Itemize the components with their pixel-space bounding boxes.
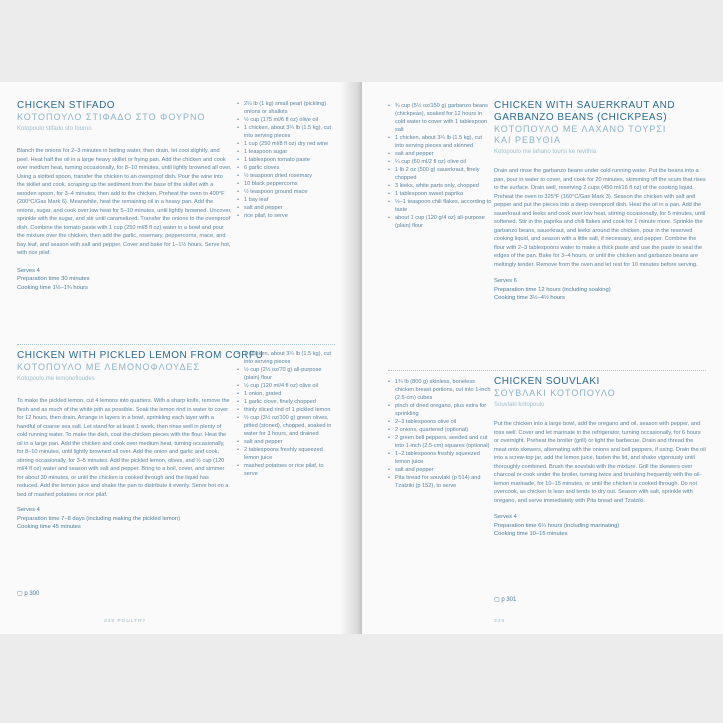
recipe-cook-time: Cooking time 45 minutes: [17, 524, 81, 530]
recipe-cook-time: Cooking time 10–15 minutes: [494, 531, 568, 537]
left-page: [0, 82, 358, 634]
ingredient-item: • 1 cup (250 ml/8 fl oz) dry red wine: [237, 140, 333, 148]
recipe-prep-time: Preparation time 30 minutes: [17, 276, 90, 282]
ingredient-item: • 1 tablespoon sweet paprika: [388, 190, 492, 198]
recipe-serves: Serves 4: [17, 507, 40, 513]
recipe-serves: Serves 4: [17, 267, 40, 274]
ingredient-item: • 3 leeks, white parts only, chopped: [388, 182, 492, 190]
ingredient-item: • ½ cup (175 ml/6 fl oz) olive oil: [237, 116, 333, 124]
recipe-prep-time: Preparation time 12 hours (including soaking): [494, 286, 611, 293]
page-footer: 338 POULTRY: [104, 619, 147, 624]
recipe-greek-title-line: ΚΑΙ ΡΕΒΥΘΙΑ: [494, 135, 562, 145]
ingredient-item: • 1 tablespoon tomato paste: [237, 156, 333, 164]
ingredient-item: • thinly sliced rind of 1 pickled lemon: [237, 406, 333, 414]
ingredient-item: • ½ teaspoon ground mace: [237, 188, 333, 196]
ingredient-item: • ¾ cup (5½ oz/150 g) garbanzo beans (chickpeas), soaked for 12 hours in cold water to cover with 1 tablespoon salt: [388, 102, 492, 134]
ingredient-item: • salt and pepper: [388, 466, 492, 474]
ingredient-item: • 1 chicken, about 3¼ lb (1.5 kg), cut into serving pieces and skinned: [388, 134, 492, 150]
ingredient-item: • ¼ cup (60 ml/2 fl oz) olive oil: [388, 158, 492, 166]
ingredient-item: • ½–1 teaspoon chili flakes, according to taste: [388, 198, 492, 214]
page-footer: 339: [494, 619, 506, 624]
page-reference: ▢ p 301: [494, 597, 517, 603]
ingredient-item: • 2 green bell peppers, seeded and cut into 1-inch (2.5-cm) squares (optional): [388, 434, 492, 450]
recipe-prep-time: Preparation time 6¼ hours (including marinating): [494, 522, 620, 529]
ingredient-item: • 1 chicken, about 3¼ lb (1.5 kg), cut into serving pieces: [237, 350, 333, 366]
ingredient-item: • 2¼ lb (1 kg) small pearl (pickling) onions or shallots: [237, 100, 333, 116]
recipe-chicken-souvlaki: [494, 376, 706, 539]
recipe-subtitle: Souvlaki kotopoulo: [494, 402, 545, 408]
ingredient-item: • 2 tablespoons freshly squeezed lemon juice: [237, 446, 333, 462]
ingredient-item: • 10 black peppercorns: [237, 180, 333, 188]
recipe-prep-time: Preparation time 7–8 days (including making the pickled lemon): [17, 515, 181, 522]
ingredient-item: • salt and pepper: [237, 438, 333, 446]
recipe-subtitle: Kotopoulo stifado sto fourno: [17, 126, 92, 132]
recipe-cook-time: Cooking time 3½–4½ hours: [494, 295, 565, 301]
recipe-chicken-stifado: [17, 100, 232, 292]
page-reference: ▢ p 300: [17, 591, 40, 597]
recipe-title: CHICKEN WITH PICKLED LEMON FROM CORFU: [17, 350, 264, 361]
ingredient-item: • ½ cup (120 ml/4 fl oz) olive oil: [237, 382, 333, 390]
ingredient-item: • 1 onion, grated: [237, 390, 333, 398]
ingredient-item: • mashed potatoes or rice pilaf, to serve: [237, 462, 333, 478]
ingredient-item: • about 1 cup (120 g/4 oz) all-purpose (plain) flour: [388, 214, 492, 230]
recipe-title: CHICKEN SOUVLAKI: [494, 376, 600, 387]
recipe-title-line: GARBANZO BEANS (CHICKPEAS): [494, 112, 668, 123]
recipe-serves: Serves 4: [494, 514, 517, 520]
recipe-greek-title: ΚΟΤΟΠΟΥΛΟ ΜΕ ΛΕΜΟΝΟΦΛΟΥΔΕΣ: [17, 362, 201, 372]
ingredient-item: • ½ cup (2½ oz/70 g) all-purpose (plain) flour: [237, 366, 333, 382]
recipe-divider: [17, 344, 335, 345]
ingredient-item: • ½ cup (3½ oz/100 g) green olives, pitted (stoned), chopped, soaked in water for 3 hours, and drained: [237, 414, 333, 438]
ingredient-list: [388, 378, 492, 490]
ingredient-item: • 1 lb 2 oz (500 g) sauerkraut, finely chopped: [388, 166, 492, 182]
ingredient-item: • 1 chicken, about 3¼ lb (1.5 kg), cut into serving pieces: [237, 124, 333, 140]
ingredient-item: • 1 teaspoon sugar: [237, 148, 333, 156]
ingredient-item: • rice pilaf, to serve: [237, 212, 333, 220]
ingredient-item: • 2 onions, quartered (optional): [388, 426, 492, 434]
ingredient-item: • 1¾ lb (800 g) skinless, boneless chicken breast portions, cut into 1-inch (2.5-cm) cubes: [388, 378, 492, 402]
ingredient-item: • 1–2 tablespoons freshly squeezed lemon juice: [388, 450, 492, 466]
recipe-serves: Serves 6: [494, 278, 517, 284]
ingredient-item: • salt and pepper: [388, 150, 492, 158]
recipe-greek-title: ΣΟΥΒΛΑΚΙ ΚΟΤΟΠΟΥΛΟ: [494, 388, 616, 398]
ingredient-list: [237, 350, 333, 478]
ingredient-item: • Pita bread for souvlaki (p 514) and Tzatziki (p 152), to serve: [388, 474, 492, 490]
ingredient-item: • 1 bay leaf: [237, 196, 333, 204]
recipe-subtitle: Kotopoulo me lahano toursi ke revithia: [494, 149, 597, 155]
ingredient-item: • 6 garlic cloves: [237, 164, 333, 172]
recipe-cook-time: Cooking time 1½–1¾ hours: [17, 284, 88, 291]
ingredient-item: • salt and pepper: [237, 204, 333, 212]
cross-reference-icon: ▢: [494, 597, 500, 603]
recipe-method: Blanch the onions for 2–3 minutes in boiling water, then drain, let cool slightly, and peel. Heat half the oil in a large heavy skillet or frying pan. Add the chicken and cook over medium heat, turning occasionally, for 8–10 minutes, until lightly browned all over. Using a slotted spoon, transfer the chicken to an ovenproof dish. Pour the wine into the skillet and cook, scraping up the sediment from the base of the skillet with a wooden spoon, for 3–4 minutes, then add to the chicken. Preheat the oven to 400°F (200°C/Gas Mark 6). Meanwhile, heat the remaining oil in a heavy pan. Add the onions, sugar, and cook over low heat for 5–10 minutes, until lightly browned. Uncover, sprinkle with the sugar, and stir until caramelized. Transfer the onions to the ovenproof dish. Combine the tomato paste with 1 cup (250 ml/8 fl oz) water in a bowl and pour the mixture over the chicken, then add the garlic, rosemary, peppercorns, mace, and bay leaf, and season with salt and pepper. Cover and bake for 1–1½ hours. Serve hot, with rice pilaf.: [17, 148, 232, 256]
recipe-greek-title-line: ΚΟΤΟΠΟΥΛΟ ΜΕ ΛΑΧΑΝΟ ΤΟΥΡΣΙ: [494, 124, 667, 134]
ingredient-list: [237, 100, 333, 220]
cross-reference-icon: ▢: [17, 591, 23, 597]
ingredient-item: • 2–3 tablespoons olive oil: [388, 418, 492, 426]
recipe-title-line: CHICKEN WITH SAUERKRAUT AND: [494, 100, 676, 111]
recipe-method: To make the pickled lemon, cut 4 lemons into quarters. With a sharp knife, remove the flesh and as much of the white pith as possible. Soak the lemon rind in water to cover for 12 hours, then drain. Arrange in layers in a bowl, sprinkling each layer with a handful of coarse sea salt. Let stand for at least 1 week, then rinse well in plenty of cold running water. To make the dish, coat the chicken pieces with the flour. Heat the oil in a large pan. Add the chicken and cook over medium heat, turning occasionally, for 8–10 minutes, until lightly browned all over. Add the onion and garlic and cook, stirring occasionally, for 3–5 minutes. Add the pickled lemon, olives, and ½ cup (120 ml/4 fl oz) water and season with salt and pepper. Bring to a boil, cover, and simmer for about 30 minutes, or until the chicken is cooked through and the liquid has reduced. Add the lemon juice and shake the pan to distribute it evenly. Serve hot on a bed of mashed potatoes or rice pilaf.: [17, 398, 230, 498]
ingredient-list: [388, 102, 492, 230]
recipe-divider: [388, 370, 706, 371]
recipe-method: Drain and rinse the garbanzo beans under cold running water. Put the beans into a pan, pour in water to cover, and cook for 20 minutes, skimming off the scum that rises to the surface. Drain well, reserving 2 cups (450 ml/16 fl oz) of the cooking liquid. Preheat the oven to 325°F (160°C/Gas Mark 3). Season the chicken with salt and pepper and put the pieces into a deep ovenproof dish. Heat the oil in a pan. Add the sauerkraut and leeks and cook over low heat, stirring occasionally, for 5 minutes, until softened. Stir in the paprika and chili flakes and cook for 1 minute more. Sprinkle the garbanzo beans, sauerkraut, and leeks around the chicken, pour in the reserved cooking liquid, and season with a little salt, if necessary, and pepper. Combine the flour with 2–3 tablespoons water to make a thick paste and use the paste to seal the edges of the pan. Bake for 3–4 hours, or until the chicken and garbanzo beans are meltingly tender. Remove from the oven and let rest for 10 minutes before serving.: [494, 168, 706, 268]
ingredient-item: • pinch of dried oregano, plus extra for sprinkling: [388, 402, 492, 418]
recipe-greek-title: ΚΟΤΟΠΟΥΛΟ ΣΤΙΦΑΔΟ ΣΤΟ ΦΟΥΡΝΟ: [17, 112, 206, 122]
recipe-chicken-sauerkraut: [494, 100, 706, 303]
recipe-title: CHICKEN STIFADO: [17, 100, 116, 111]
ingredient-item: • ½ teaspoon dried rosemary: [237, 172, 333, 180]
recipe-method: Put the chicken into a large bowl, add the oregano and oil, season with pepper, and toss well. Cover and let marinate in the refrigerator, turning occasionally, for 6 hours or overnight. Preheat the broiler (grill) or light the barbecue. Drain and thread the meat onto skewers, alternating with the onions and bell peppers, if using. Drain the oil into a screw-top jar, add the lemon juice, fasten the lid, and shake vigorously until thoroughly combined. Brush the souvlaki with the mixture. Grill the skewers over charcoal or cook under the broiler, turning twice and brushing frequently with the oil-lemon marinade, for 10–15 minutes, or until the chicken is cooked through. Do not overcook, as chicken is lean and tends to dry out. Season with salt, sprinkle with oregano, and serve immediately with Pita bread and Tzatziki.: [494, 421, 706, 504]
ingredient-item: • 1 garlic clove, finely chopped: [237, 398, 333, 406]
recipe-subtitle: Kotopoulo me lemonofloudes: [17, 376, 95, 382]
right-page: [362, 82, 723, 634]
